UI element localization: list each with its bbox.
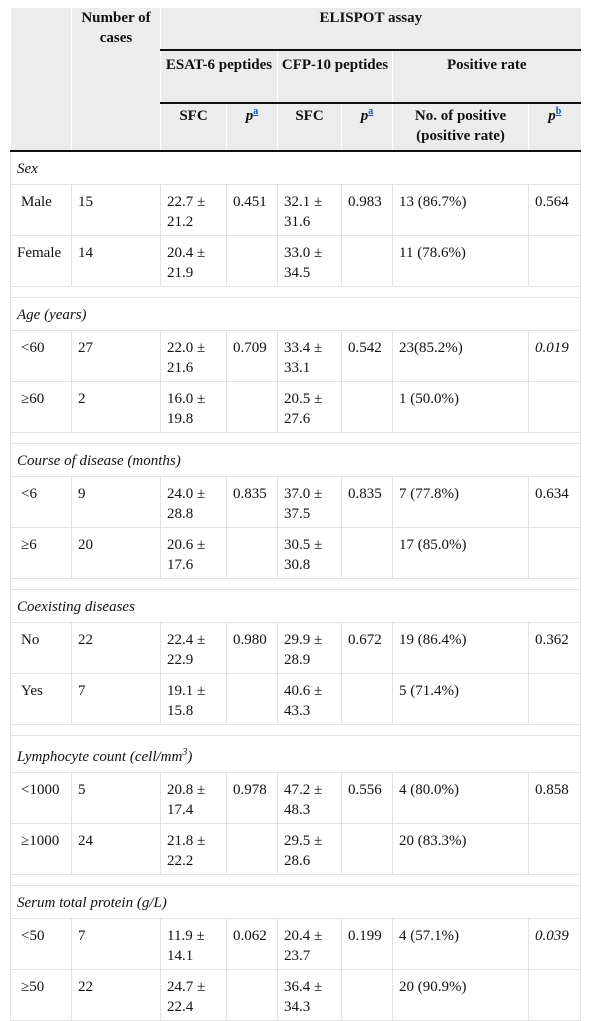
pb-cell: 0.564: [529, 185, 581, 236]
cfp-p-cell: 0.672: [342, 623, 393, 674]
cfp-sfc-cell: 33.4 ± 33.1: [278, 331, 342, 382]
cases-cell: 2: [72, 382, 161, 433]
pb-cell: 0.634: [529, 477, 581, 528]
table-row: [11, 773, 581, 824]
esat-p-cell: [227, 236, 278, 287]
cfp-sfc-cell: 37.0 ± 37.5: [278, 477, 342, 528]
esat-p-cell: [227, 970, 278, 1021]
pb-cell: [529, 382, 581, 433]
cfp-p-cell: 0.983: [342, 185, 393, 236]
cases-cell: 20: [72, 528, 161, 579]
footnote-a-link[interactable]: a: [253, 106, 259, 117]
pb-cell: 0.019: [529, 331, 581, 382]
esat-sfc-cell: 22.0 ± 21.6: [161, 331, 227, 382]
pb-cell: [529, 970, 581, 1021]
cfp-p-cell: [342, 236, 393, 287]
row-label: ≥1000: [11, 824, 72, 875]
positive-cell: 23(85.2%): [393, 331, 529, 382]
esat-p-cell: [227, 824, 278, 875]
row-label: ≥50: [11, 970, 72, 1021]
table-row: [11, 185, 581, 236]
table-body: [11, 151, 581, 1021]
positive-cell: 4 (57.1%): [393, 919, 529, 970]
table-row: [11, 824, 581, 875]
cfp-p-cell: [342, 970, 393, 1021]
positive-cell: 19 (86.4%): [393, 623, 529, 674]
group-title: Age (years): [11, 298, 581, 331]
table-row: [11, 477, 581, 528]
cfp10-header: CFP-10 peptides: [278, 50, 393, 103]
esat-sfc-cell: 19.1 ± 15.8: [161, 674, 227, 725]
spacer-row: [11, 287, 581, 298]
esat-p-cell: [227, 674, 278, 725]
positive-rate-header: Positive rate: [393, 50, 581, 103]
cases-cell: 14: [72, 236, 161, 287]
cases-cell: 9: [72, 477, 161, 528]
cfp-sfc-cell: 30.5 ± 30.8: [278, 528, 342, 579]
cases-cell: 5: [72, 773, 161, 824]
esat-sfc-cell: 21.8 ± 22.2: [161, 824, 227, 875]
group-header-row: [11, 444, 581, 477]
results-table-container: [10, 8, 580, 1015]
group-title: Sex: [11, 151, 581, 185]
cases-cell: 7: [72, 919, 161, 970]
esat-sfc-cell: 22.7 ± 21.2: [161, 185, 227, 236]
esat6-header: ESAT-6 peptides: [161, 50, 278, 103]
row-label: Yes: [11, 674, 72, 725]
cfp-sfc-cell: 20.5 ± 27.6: [278, 382, 342, 433]
esat-sfc-cell: 20.6 ± 17.6: [161, 528, 227, 579]
cfp-sfc-cell: 20.4 ± 23.7: [278, 919, 342, 970]
cfp-p-cell: [342, 382, 393, 433]
spacer-row: [11, 579, 581, 590]
group-header-row: [11, 151, 581, 185]
cfp-p-header: $p^a$: [342, 103, 393, 151]
cfp-sfc-cell: 29.5 ± 28.6: [278, 824, 342, 875]
esat-p-cell: 0.451: [227, 185, 278, 236]
spacer-row: [11, 433, 581, 444]
cases-cell: 27: [72, 331, 161, 382]
footnote-a-link[interactable]: a: [368, 106, 374, 117]
esat-p-cell: 0.709: [227, 331, 278, 382]
cfp-sfc-cell: 33.0 ± 34.5: [278, 236, 342, 287]
esat-p-cell: [227, 382, 278, 433]
row-label: Female: [11, 236, 72, 287]
esat-sfc-cell: 11.9 ± 14.1: [161, 919, 227, 970]
spacer-cell: [11, 725, 581, 736]
table-row: [11, 382, 581, 433]
row-label: <6: [11, 477, 72, 528]
cfp-sfc-cell: 47.2 ± 48.3: [278, 773, 342, 824]
group-header-row: [11, 886, 581, 919]
spacer-cell: [11, 875, 581, 886]
row-label: No: [11, 623, 72, 674]
esat-sfc-header: SFC: [161, 103, 227, 151]
cfp-p-cell: 0.542: [342, 331, 393, 382]
esat-p-cell: 0.062: [227, 919, 278, 970]
table-row: [11, 919, 581, 970]
positive-cell: 17 (85.0%): [393, 528, 529, 579]
positive-cell: 11 (78.6%): [393, 236, 529, 287]
esat-sfc-cell: 22.4 ± 22.9: [161, 623, 227, 674]
row-label: Male: [11, 185, 72, 236]
row-label: <60: [11, 331, 72, 382]
footnote-b-link[interactable]: b: [555, 106, 562, 117]
cases-cell: 22: [72, 970, 161, 1021]
no-positive-header: No. of positive (positive rate): [393, 103, 529, 151]
cases-cell: 15: [72, 185, 161, 236]
esat-p-cell: 0.978: [227, 773, 278, 824]
esat-sfc-cell: 24.0 ± 28.8: [161, 477, 227, 528]
pb-cell: [529, 674, 581, 725]
row-label: ≥60: [11, 382, 72, 433]
esat-sfc-cell: 20.4 ± 21.9: [161, 236, 227, 287]
row-label: ≥6: [11, 528, 72, 579]
row-label: <1000: [11, 773, 72, 824]
esat-p-cell: [227, 528, 278, 579]
table-row: [11, 623, 581, 674]
pb-cell: 0.858: [529, 773, 581, 824]
pb-cell: [529, 824, 581, 875]
cfp-sfc-header: SFC: [278, 103, 342, 151]
positive-cell: 20 (83.3%): [393, 824, 529, 875]
pb-cell: [529, 528, 581, 579]
esat-sfc-cell: 24.7 ± 22.4: [161, 970, 227, 1021]
elispot-results-table: [10, 8, 581, 1021]
cfp-sfc-cell: 40.6 ± 43.3: [278, 674, 342, 725]
positive-cell: 20 (90.9%): [393, 970, 529, 1021]
positive-cell: 4 (80.0%): [393, 773, 529, 824]
esat-sfc-cell: 20.8 ± 17.4: [161, 773, 227, 824]
spacer-row: [11, 875, 581, 886]
spacer-cell: [11, 433, 581, 444]
cfp-sfc-cell: 29.9 ± 28.9: [278, 623, 342, 674]
esat-sfc-cell: 16.0 ± 19.8: [161, 382, 227, 433]
group-title: Coexisting diseases: [11, 590, 581, 623]
row-label: <50: [11, 919, 72, 970]
spacer-cell: [11, 287, 581, 298]
cfp-p-cell: [342, 674, 393, 725]
cases-cell: 24: [72, 824, 161, 875]
group-title: Lymphocyte count $(cell/mm^3)$: [11, 736, 581, 773]
cfp-sfc-cell: 36.4 ± 34.3: [278, 970, 342, 1021]
table-row: [11, 674, 581, 725]
table-row: [11, 236, 581, 287]
corner-header: [11, 8, 72, 151]
group-title: Course of disease (months): [11, 444, 581, 477]
cfp-p-cell: [342, 824, 393, 875]
group-header-row: [11, 590, 581, 623]
table-row: [11, 970, 581, 1021]
spacer-row: [11, 725, 581, 736]
cases-cell: 22: [72, 623, 161, 674]
elispot-assay-header: ELISPOT assay: [161, 8, 581, 50]
number-of-cases-header: Number of cases: [72, 8, 161, 151]
pb-header: $p^b$: [529, 103, 581, 151]
table-row: [11, 331, 581, 382]
esat-p-header: $p^a$: [227, 103, 278, 151]
cfp-p-cell: [342, 528, 393, 579]
group-title: Serum total protein (g/L): [11, 886, 581, 919]
positive-cell: 13 (86.7%): [393, 185, 529, 236]
pb-cell: [529, 236, 581, 287]
positive-cell: 1 (50.0%): [393, 382, 529, 433]
spacer-cell: [11, 579, 581, 590]
group-header-row: [11, 298, 581, 331]
cases-cell: 7: [72, 674, 161, 725]
cfp-p-cell: 0.199: [342, 919, 393, 970]
cfp-sfc-cell: 32.1 ± 31.6: [278, 185, 342, 236]
positive-cell: 5 (71.4%): [393, 674, 529, 725]
cfp-p-cell: 0.835: [342, 477, 393, 528]
esat-p-cell: 0.835: [227, 477, 278, 528]
positive-cell: 7 (77.8%): [393, 477, 529, 528]
table-row: [11, 528, 581, 579]
group-header-row: [11, 736, 581, 773]
esat-p-cell: 0.980: [227, 623, 278, 674]
cfp-p-cell: 0.556: [342, 773, 393, 824]
pb-cell: 0.039: [529, 919, 581, 970]
pb-cell: 0.362: [529, 623, 581, 674]
